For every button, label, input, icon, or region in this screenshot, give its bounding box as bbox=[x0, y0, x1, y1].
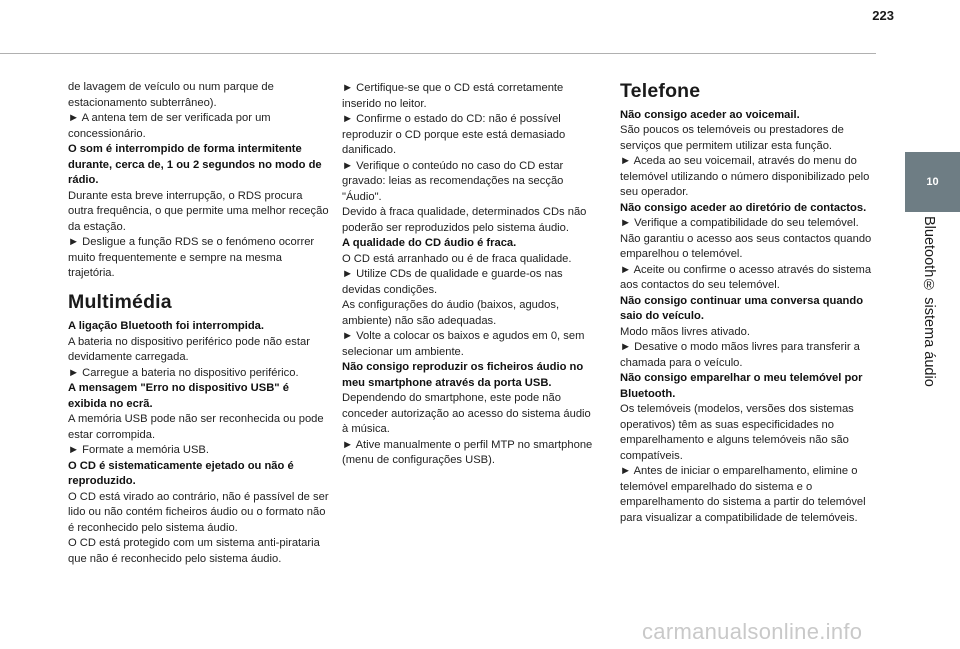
paragraph: ► Confirme o estado do CD: não é possível reproduzir o CD porque este está demasiado danificado. bbox=[342, 113, 566, 156]
paragraph: ► Utilize CDs de qualidade e guarde-os nas devidas condições. bbox=[342, 268, 563, 296]
problem-heading: A mensagem "Erro no dispositivo USB" é exibida no ecrã. bbox=[68, 382, 289, 410]
paragraph: As configurações do áudio (baixos, agudos, ambiente) não são adequadas. bbox=[342, 299, 560, 327]
problem-heading: Não consigo emparelhar o meu telemóvel por Bluetooth. bbox=[620, 372, 863, 400]
problem-heading: Não consigo continuar uma conversa quando saio do veículo. bbox=[620, 294, 864, 322]
paragraph: de lavagem de veículo ou num parque de estacionamento subterrâneo). bbox=[68, 81, 274, 109]
problem-heading: Não consigo aceder ao diretório de contactos. bbox=[620, 201, 867, 214]
paragraph: ► Verifique o conteúdo no caso do CD estar gravado: leias as recomendações na secção "Áudio". bbox=[342, 159, 564, 203]
paragraph: O CD está protegido com um sistema anti-pirataria que não é reconhecido pelo sistema áudio. bbox=[68, 537, 320, 565]
paragraph: ► A antena tem de ser verificada por um concessionário. bbox=[68, 112, 271, 140]
paragraph: Dependendo do smartphone, este pode não conceder autorização ao acesso do sistema áudio à música. bbox=[342, 392, 591, 435]
page-number: 223 bbox=[872, 8, 894, 23]
problem-heading: O CD é sistematicamente ejetado ou não é reproduzido. bbox=[68, 459, 294, 487]
paragraph: ► Antes de iniciar o emparelhamento, elimine o telemóvel emparelhado do sistema e o emparelhamento do sistema a partir do telemóvel para visualizar a compatibilidade de telemóveis. bbox=[620, 465, 866, 524]
paragraph: A bateria no dispositivo periférico pode não estar devidamente carregada. bbox=[68, 335, 310, 363]
paragraph: São poucos os telemóveis ou prestadores de serviços que permitem utilizar esta função. bbox=[620, 124, 844, 152]
chapter-title: Bluetooth® sistema áudio bbox=[921, 216, 937, 387]
paragraph: Devido à fraca qualidade, determinados CDs não poderão ser reproduzidos pelo sistema áudio. bbox=[342, 206, 587, 234]
paragraph: ► Volte a colocar os baixos e agudos em 0, sem selecionar um ambiente. bbox=[342, 330, 585, 358]
paragraph: O CD está arranhado ou é de fraca qualidade. bbox=[342, 252, 572, 265]
problem-heading: A ligação Bluetooth foi interrompida. bbox=[68, 320, 264, 332]
problem-heading: A qualidade do CD áudio é fraca. bbox=[342, 237, 517, 249]
paragraph: ► Desligue a função RDS se o fenómeno ocorrer muito frequentemente e sempre na mesma trajetória. bbox=[68, 236, 315, 279]
watermark: carmanualsonline.info bbox=[642, 619, 863, 644]
paragraph: ► Certifique-se que o CD está corretamente inserido no leitor. bbox=[342, 82, 564, 110]
problem-heading: O som é interrompido de forma intermitente durante, cerca de, 1 ou 2 segundos no modo de rádio. bbox=[68, 143, 322, 186]
chapter-number-badge: 10 bbox=[905, 152, 960, 212]
paragraph: ► Aceite ou confirme o acesso através do sistema aos contactos do seu telemóvel. bbox=[620, 263, 872, 291]
section-heading-telefone: Telefone bbox=[620, 80, 701, 102]
paragraph: Não garantiu o acesso aos seus contactos quando emparelhou o telemóvel. bbox=[620, 232, 872, 260]
problem-heading: Não consigo aceder ao voicemail. bbox=[620, 108, 800, 121]
paragraph: ► Verifique a compatibilidade do seu telemóvel. bbox=[620, 217, 859, 229]
paragraph: O CD está virado ao contrário, não é passível de ser lido ou não contém ficheiros áudio ou o formato não é reconhecido pelo sistema áudio. bbox=[68, 490, 329, 534]
paragraph: ► Desative o modo mãos livres para transferir a chamada para o veículo. bbox=[620, 341, 860, 369]
column-right bbox=[620, 80, 878, 526]
chapter-side-tab bbox=[890, 0, 960, 649]
section-heading-multimedia: Multimédia bbox=[68, 290, 172, 313]
paragraph: ► Aceda ao seu voicemail, através do menu do telemóvel utilizando o número disponibilizado pelo seu operador. bbox=[620, 155, 870, 198]
header-divider bbox=[0, 53, 876, 54]
paragraph: ► Formate a memória USB. bbox=[68, 444, 210, 456]
paragraph: A memória USB pode não ser reconhecida ou pode estar corrompida. bbox=[68, 413, 324, 441]
problem-heading: Não consigo reproduzir os ficheiros áudio no meu smartphone através da porta USB. bbox=[342, 361, 584, 389]
paragraph: ► Carregue a bateria no dispositivo periférico. bbox=[68, 366, 299, 379]
paragraph: ► Ative manualmente o perfil MTP no smartphone (menu de configurações USB). bbox=[342, 438, 593, 466]
column-middle bbox=[342, 81, 594, 469]
paragraph: Os telemóveis (modelos, versões dos sistemas operativos) têm as suas especificidades no emparelhamento e alguns telemóveis não são compatíveis. bbox=[620, 403, 854, 462]
column-left bbox=[68, 80, 330, 567]
paragraph: Modo mãos livres ativado. bbox=[620, 325, 750, 338]
paragraph: Durante esta breve interrupção, o RDS procura outra frequência, o que permite uma melhor receção da estação. bbox=[68, 189, 329, 233]
